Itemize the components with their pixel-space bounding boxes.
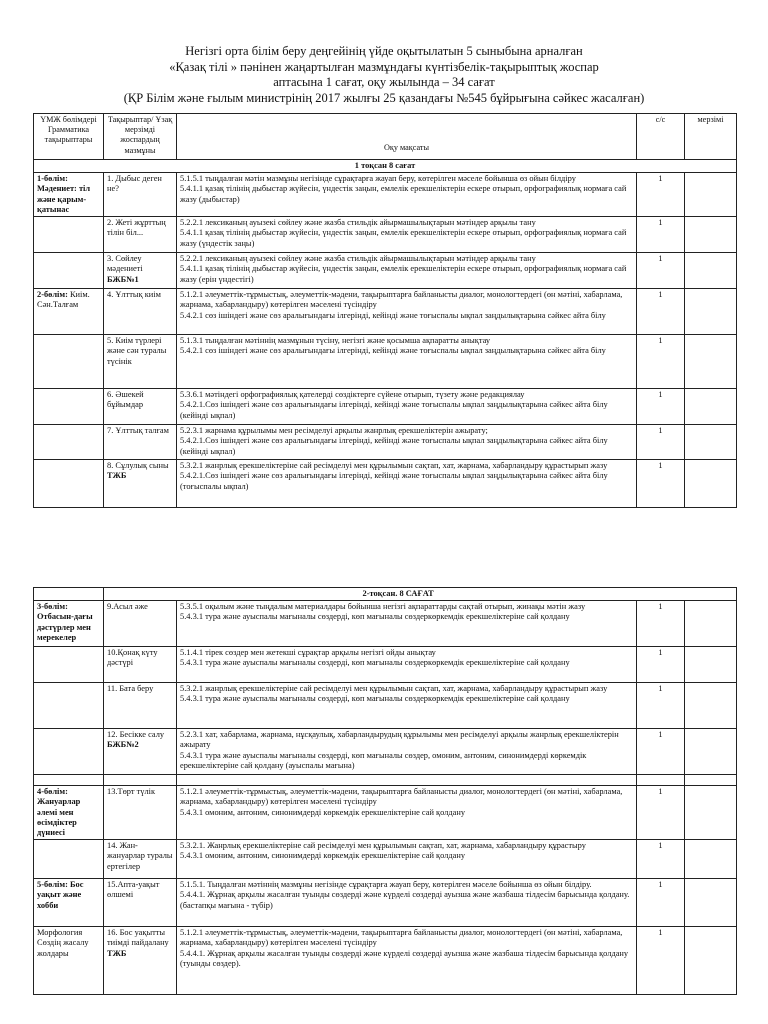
learning-goal: 5.3.5.1 оқылым және тыңдалым материалдары бойынша негізгі ақпараттарды сақтай отырып, жинақы мәтін жазу (180, 602, 586, 612)
section-title: 1-бөлім: Мәдениет: тіл және қарым-қатынас (37, 174, 91, 214)
learning-goal: 5.4.4.1. Жұрнақ арқылы жасалған туынды сөздерді және күрделі сөздерді ауызша және жазбаша тілдесім барысында қолдану. (бастапқы мағына - түбір) (180, 890, 630, 910)
quarter-title: 1 тоқсан 8 сағат (34, 160, 737, 173)
learning-goal-cell (177, 289, 637, 335)
header-topics: Тақырыптар/ Ұзақ мерзімді жоспардың мазмұны (104, 114, 177, 160)
table-row (34, 927, 737, 995)
topic-title: 5. Киім түрлері және сән туралы түсінік (107, 336, 167, 366)
learning-goal-cell (177, 425, 637, 460)
topic-cell (104, 425, 177, 460)
learning-goal-cell (177, 927, 637, 995)
learning-goal: 5.1.2.1 әлеуметтік-тұрмыстық, әлеуметтік-мәдени, тақырыптарға байланысты диалог, монологтердегі (өн мәтіні, хабарлама, жарнама, хабарландыру) көтерілген мәселені түсіндіру (180, 787, 623, 807)
quarter-empty-cell (34, 588, 104, 601)
learning-goal: 5.3.2.1 жанрлық ерекшеліктеріне сай ресімделуі мен құрылымын сақтап, хат, жарнама, хабарландыру құрастырып жазу (180, 461, 608, 471)
header-sections: ҮМЖ бөлімдері Грамматика тақырыптары (34, 114, 104, 160)
section-cell (34, 601, 104, 647)
spacer-cell (685, 775, 737, 786)
learning-goal: 5.4.2.1.Сөз ішіндегі және сөз аралығындағы ілгерінді, кейінді және тоғыспалы ықпал заңдылықтарына сәйкес айта білу (кейінді ықпал) (180, 400, 608, 420)
section-cell (34, 683, 104, 729)
header-date: мерзімі (685, 114, 737, 160)
assessment-label: БЖБ№1 (107, 274, 139, 284)
header-learning-goal (177, 114, 637, 160)
learning-goal: 5.4.3.1 тура және ауыспалы мағыналы сөздерді, көп мағыналы сөздеркөркемдік ерекшеліктеріне сай қолдану (180, 658, 570, 668)
date-cell (685, 601, 737, 647)
learning-goal-cell (177, 253, 637, 289)
section-cell (34, 253, 104, 289)
spacer-row (34, 775, 737, 786)
hours-cell: 1 (637, 647, 685, 683)
section-title: 2-бөлім: (37, 290, 68, 300)
section-cell (34, 425, 104, 460)
learning-goal: 5.2.3.1 жарнама құрылымы мен ресімделуі арқылы жанрлық ерекшеліктерін ажырату; (180, 426, 488, 436)
topic-title: 16. Бос уақытты тиімді пайдалану (107, 928, 169, 948)
topic-title: 7. Ұлттық талғам (107, 426, 169, 436)
learning-goal-cell (177, 601, 637, 647)
section-cell (34, 173, 104, 217)
learning-goal: 5.4.3.1 тура және ауыспалы мағыналы сөздерді, көп мағыналы сөздеркөркемдік ерекшеліктеріне сай қолдану (180, 612, 570, 622)
table-header-row (34, 114, 737, 160)
learning-goal: 5.4.2.1 сөз ішіндегі және сөз аралығындағы ілгерінді, кейінді және тоғыспалы ықпал заңдылықтарына сәйкес айта білу (180, 346, 606, 356)
section-cell (34, 335, 104, 389)
topic-cell (104, 173, 177, 217)
hours-cell: 1 (637, 335, 685, 389)
table-row (34, 840, 737, 879)
topic-title: 14. Жан-жануарлар туралы ертегілер (107, 841, 173, 871)
topic-cell (104, 647, 177, 683)
learning-goal: 5.4.4.1. Жұрнақ арқылы жасалған туынды сөздерді және күрделі сөздерді ауызша және жазбаша тілдесім барысында қолдану (туынды сөздер). (180, 948, 629, 968)
section-subtitle: Киім. Сән.Талғам (37, 290, 90, 310)
hours-cell: 1 (637, 425, 685, 460)
section-cell (34, 879, 104, 927)
spacer-cell (34, 775, 104, 786)
hours-cell: 1 (637, 879, 685, 927)
learning-goal-cell (177, 786, 637, 840)
learning-goal: 5.4.3.1 тура және ауыспалы мағыналы сөздерді, көп мағыналы сөздеркөркемдік ерекшеліктеріне сай қолдану (180, 694, 570, 704)
learning-goal: 5.1.5.1 тыңдалған мәтін мазмұны негізінде сұрақтарға жауап беру, көтерілген мәселе бойынша өз ойын білдіру (180, 174, 576, 184)
learning-goal: 5.3.2.1. Жанрлық ерекшеліктеріне сай ресімделуі мен құрылымын сақтап, хат, жарнама, хабарландыру құрастыру (180, 841, 586, 851)
title-line-2: «Қазақ тілі » пәнінен жаңартылған мазмұндағы күнтізбелік-тақырыптық жоспар (169, 59, 599, 74)
section-title: 4-бөлім: Жануарлар әлемі мен өсімдіктер дүниесі (37, 787, 81, 838)
learning-goal: 5.4.2.1.Сөз ішіндегі және сөз аралығындағы ілгерінді, кейінді және тоғыспалы ықпал заңдылықтарына сәйкес айта білу (кейінді ықпал) (180, 436, 608, 456)
table-row (34, 683, 737, 729)
spacer-cell (177, 775, 637, 786)
learning-goal: 5.1.3.1 тыңдалған мәтіннің мазмұнын түсіну, негізгі және қосымша ақпаратты анықтау (180, 336, 491, 346)
topic-cell (104, 786, 177, 840)
topic-title: 4. Ұлттық киім (107, 290, 161, 300)
learning-goal: 5.4.1.1 қазақ тілінің дыбыстар жүйесін, үндестік заңын, емлелік ерекшеліктерін ескере отырып, орфографиялық нормаға сай жазу (дыбыстар) (180, 184, 627, 204)
learning-goal: 5.3.2.1 жанрлық ерекшеліктеріне сай ресімделуі мен құрылымын сақтап, хат, жарнама, хабарландыру құрастырып жазу (180, 684, 608, 694)
hours-cell: 1 (637, 173, 685, 217)
learning-goal: 5.2.2.1 лексиканың ауызекі сөйлеу және жазба стильдік айырмашылықтарын мәтіндер арқылы тану (180, 254, 536, 264)
date-cell (685, 786, 737, 840)
quarter-title: 2-тоқсан. 8 САҒАТ (177, 588, 737, 601)
learning-goal-cell (177, 879, 637, 927)
learning-goal-cell (177, 389, 637, 425)
topic-title: 8. Сұлулық сыны (107, 461, 169, 471)
date-cell (685, 729, 737, 775)
date-cell (685, 460, 737, 508)
hours-cell: 1 (637, 289, 685, 335)
topic-cell (104, 460, 177, 508)
table-row (34, 389, 737, 425)
section-cell (34, 647, 104, 683)
topic-title: 10.Қонақ күту дәстүрі (107, 648, 158, 668)
topic-title: 11. Бата беру (107, 684, 154, 694)
date-cell (685, 217, 737, 253)
section-cell (34, 389, 104, 425)
date-cell (685, 289, 737, 335)
learning-goal-cell (177, 335, 637, 389)
learning-goal: 5.1.2.1 әлеуметтік-тұрмыстық, әлеуметтік-мәдени, тақырыптарға байланысты диалог, монологтердегі (өн мәтіні, хабарлама, жарнама, хабарландыру) көтерілген мәселені түсіндіру (180, 290, 623, 310)
title-line-4: (ҚР Білім және ғылым министрінің 2017 жылғы 25 қазандағы №545 бұйрығына сәйкес жасалған) (123, 90, 645, 105)
learning-goal: 5.4.3.1 омоним, антоним, синонимдерді көркемдік ерекшеліктеріне сай қолдану (180, 807, 466, 817)
assessment-label: ТЖБ (107, 948, 127, 958)
topic-cell (104, 253, 177, 289)
learning-goal: 5.4.3.1 омоним, антоним, синонимдерді көркемдік ерекшеліктеріне сай қолдану (180, 851, 466, 861)
hours-cell: 1 (637, 927, 685, 995)
date-cell (685, 425, 737, 460)
topic-cell (104, 217, 177, 253)
topic-title: 3. Сөйлеу мәдениеті (107, 254, 143, 274)
date-cell (685, 683, 737, 729)
section-cell (34, 840, 104, 879)
topic-cell (104, 729, 177, 775)
table-row (34, 647, 737, 683)
date-cell (685, 840, 737, 879)
learning-goal-cell (177, 683, 637, 729)
topic-cell (104, 840, 177, 879)
table-row (34, 335, 737, 389)
table-row (34, 217, 737, 253)
date-cell (685, 173, 737, 217)
topic-title: 6. Әшекей бұйымдар (107, 390, 144, 410)
learning-goal-cell (177, 173, 637, 217)
section-cell (34, 786, 104, 840)
header-learning-goal-label: Оқу мақсаты (383, 142, 429, 152)
topic-title: 9.Асыл әже (107, 602, 148, 612)
learning-goal: 5.2.2.1 лексиканың ауызекі сөйлеу және жазба стильдік айырмашылықтарын мәтіндер арқылы тану (180, 218, 536, 228)
hours-cell: 1 (637, 253, 685, 289)
section-title: 3-бөлім: Отбасын-дағы дәстүрлер мен мерекелер (37, 602, 93, 642)
table-2-body (34, 601, 737, 995)
date-cell (685, 879, 737, 927)
topic-title: 12. Бесікке салу (107, 730, 165, 740)
table-row (34, 601, 737, 647)
hours-cell: 1 (637, 601, 685, 647)
quarter-row (34, 588, 737, 601)
learning-goal: 5.4.2.1.Сөз ішіндегі және сөз аралығындағы ілгерінді, кейінді және тоғыспалы ықпал заңдылықтарына сәйкес айта білу (тоғыспалы ықпал) (180, 471, 608, 491)
learning-goal: 5.4.3.1 тура және ауыспалы мағыналы сөздерді, көп мағыналы сөздер, омоним, антоним, синонимдерді көркемдік ерекшеліктеріне сай қолдану (ауыспалы мағына) (180, 750, 587, 770)
learning-goal: 5.1.2.1 әлеуметтік-тұрмыстық, әлеуметтік-мәдени, тақырыптарға байланысты диалог, монологтердегі (өн мәтіні, хабарлама, жарнама, хабарландыру) көтерілген мәселені түсіндіру (180, 928, 623, 948)
quarter-row (34, 160, 737, 173)
learning-goal: 5.4.1.1 қазақ тілінің дыбыстар жүйесін, үндестік заңын, емлелік ерекшеліктерін ескере отырып, орфографиялық нормаға сай жазу (ерін үндестігі) (180, 264, 627, 284)
section-title: 5-бөлім: Бос уақыт және хобби (37, 880, 84, 910)
topic-cell (104, 601, 177, 647)
section-cell (34, 289, 104, 335)
hours-cell: 1 (637, 217, 685, 253)
plan-table-quarter-2 (33, 587, 737, 995)
header-hours: с/с (637, 114, 685, 160)
document-title (0, 44, 768, 106)
learning-goal-cell (177, 840, 637, 879)
learning-goal-cell (177, 217, 637, 253)
date-cell (685, 253, 737, 289)
assessment-label: БЖБ№2 (107, 740, 139, 750)
quarter-empty-cell (104, 588, 177, 601)
table-1-body (34, 173, 737, 508)
section-subtitle: Морфология Сөздің жасалу жолдары (37, 928, 89, 958)
plan-table-quarter-1 (33, 113, 737, 508)
date-cell (685, 389, 737, 425)
topic-cell (104, 683, 177, 729)
spacer-cell (637, 775, 685, 786)
topic-cell (104, 879, 177, 927)
hours-cell: 1 (637, 389, 685, 425)
table-row (34, 173, 737, 217)
table-row (34, 460, 737, 508)
learning-goal: 5.4.1.1 қазақ тілінің дыбыстар жүйесін, үндестік заңын, емлелік ерекшеліктерін ескере отырып, орфографиялық нормаға сай жазу (үндестік заңы) (180, 228, 627, 248)
title-line-3: аптасына 1 сағат, оқу жылында – 34 сағат (273, 75, 495, 89)
topic-cell (104, 389, 177, 425)
topic-title: 15.Апта-уақыт өлшемі (107, 880, 160, 900)
hours-cell: 1 (637, 460, 685, 508)
table-row (34, 786, 737, 840)
section-cell (34, 927, 104, 995)
date-cell (685, 927, 737, 995)
date-cell (685, 647, 737, 683)
hours-cell: 1 (637, 683, 685, 729)
learning-goal-cell (177, 729, 637, 775)
section-cell (34, 460, 104, 508)
table-row (34, 729, 737, 775)
topic-cell (104, 335, 177, 389)
table-row (34, 425, 737, 460)
topic-title: 13.Төрт түлік (107, 787, 156, 797)
learning-goal-cell (177, 647, 637, 683)
table-row (34, 879, 737, 927)
learning-goal: 5.3.6.1 мәтіндегі орфографиялық қателерді сөздіктерге сүйене отырып, түзету және редакциялау (180, 390, 525, 400)
assessment-label: ТЖБ (107, 471, 127, 481)
topic-title: 1. Дыбыс деген не? (107, 174, 162, 194)
section-cell (34, 729, 104, 775)
learning-goal: 5.4.2.1 сөз ішіндегі және сөз аралығындағы ілгерінді, кейінді және тоғыспалы ықпал заңдылықтарына сәйкес айта білу (180, 310, 606, 320)
spacer-cell (104, 775, 177, 786)
topic-cell (104, 289, 177, 335)
hours-cell: 1 (637, 840, 685, 879)
hours-cell: 1 (637, 786, 685, 840)
topic-title: 2. Жеті жұрттың тілін біл... (107, 218, 166, 238)
learning-goal: 5.2.3.1 хат, хабарлама, жарнама, нұсқаулық, хабарландырудың құрылымы мен ресімделуі арқылы жанрлық ерекшеліктерін ажырату (180, 730, 619, 750)
title-line-1: Негізгі орта білім беру деңгейінің үйде оқытылатын 5 сыныбына арналған (185, 44, 583, 58)
learning-goal: 5.1.5.1. Тыңдалған мәтіннің мазмұны негізінде сұрақтарға жауап беру, көтерілген мәселе бойынша өз ойын білдіру. (180, 880, 592, 890)
date-cell (685, 335, 737, 389)
table-row (34, 289, 737, 335)
learning-goal-cell (177, 460, 637, 508)
learning-goal: 5.1.4.1 тірек сөздер мен жетекші сұрақтар арқылы негізгі ойды анықтау (180, 648, 436, 658)
section-cell (34, 217, 104, 253)
topic-cell (104, 927, 177, 995)
table-row (34, 253, 737, 289)
hours-cell: 1 (637, 729, 685, 775)
